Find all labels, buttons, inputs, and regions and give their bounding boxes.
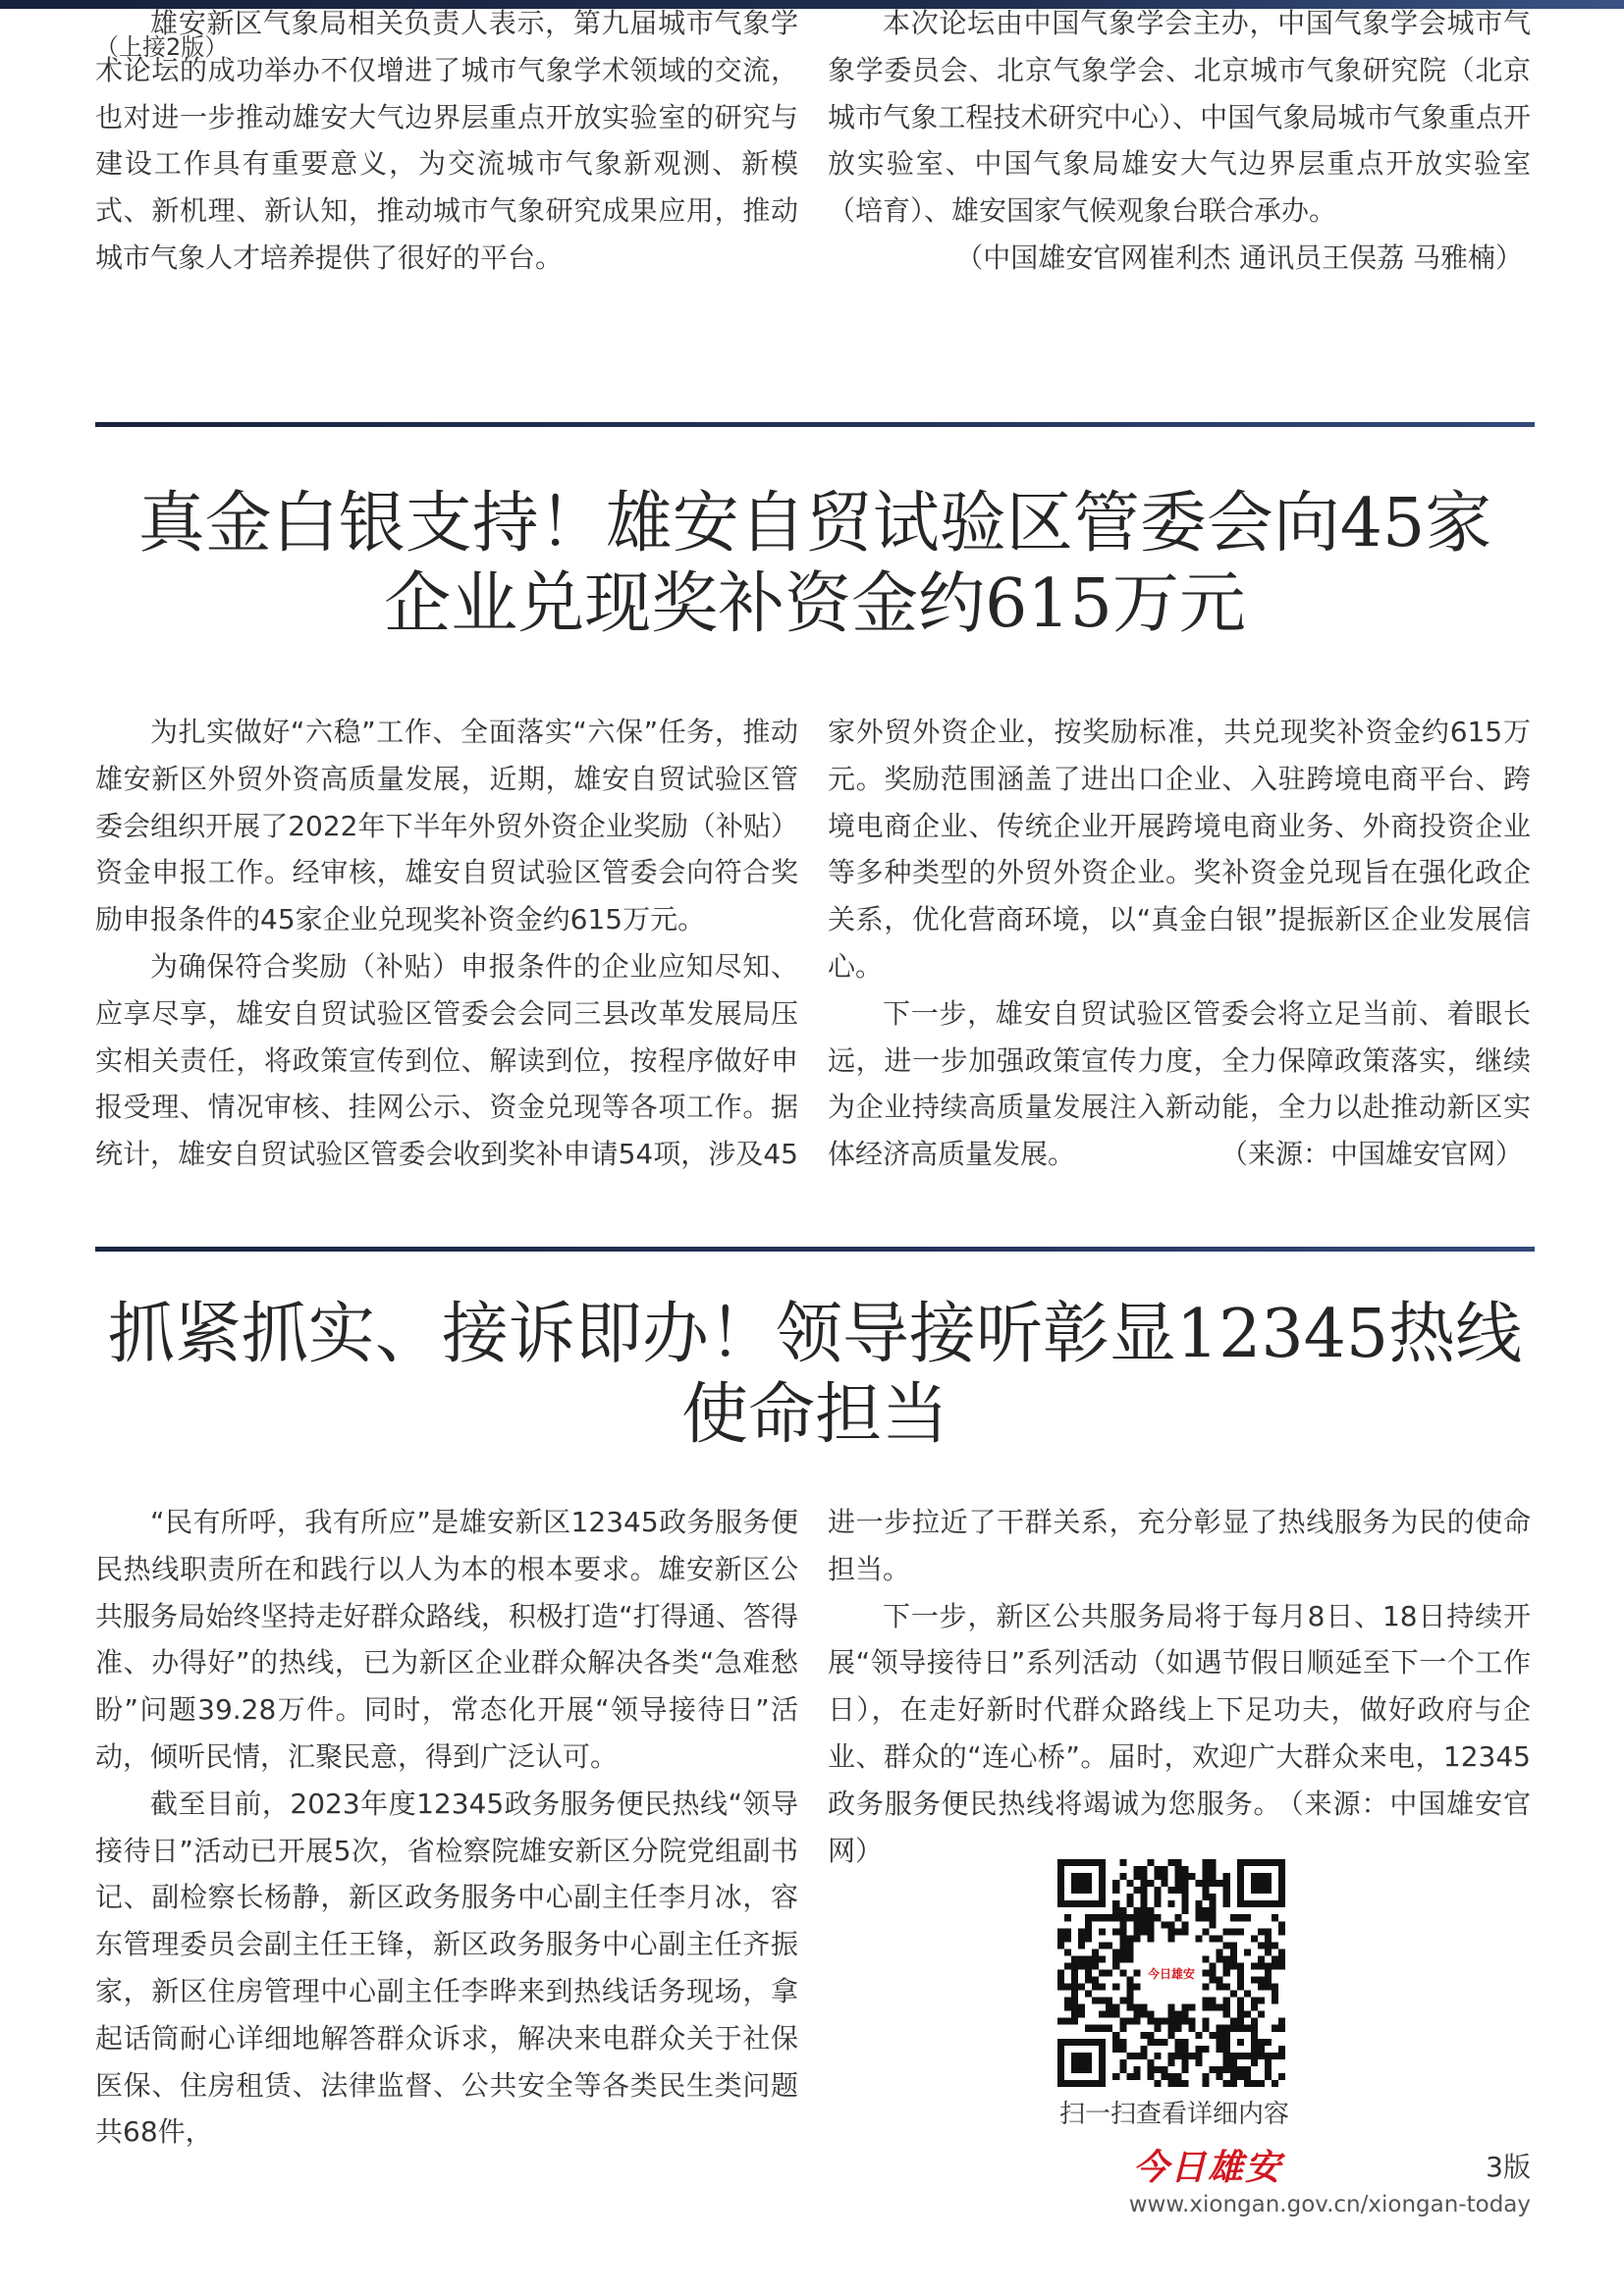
paragraph: “民有所呼，我有所应”是雄安新区12345政务服务便民热线职责所在和践行以人为本的根本要求。雄安新区公共服务局始终坚持走好群众路线，积极打造“打得通、答得准、办得好”的热线，已为新区企业群众解决各类“急难愁盼”问题39.28万件。同时，常态化开展“领导接待日”活动，倾听民情，汇聚民意，得到广泛认可。: [95, 1506, 798, 1773]
trade-article-headline: [95, 484, 1535, 645]
paragraph: 为扎实做好“六稳”工作、全面落实“六保”任务，推动雄安新区外贸外资高质量发展，近期，雄安自贸试验区管委会组织开展了2022年下半年外贸外资企业奖励（补贴）资金申报工作。经审核，雄安自贸试验区管委会向符合奖励申报条件的45家企业兑现奖补资金约615万元。: [95, 716, 798, 936]
newspaper-logo: 今日雄安: [1133, 2147, 1283, 2188]
hotline-article-headline: [95, 1295, 1535, 1456]
hotline-article-right-column: [828, 1499, 1531, 1874]
trade-article-right-column: [828, 709, 1531, 1178]
paragraph: 雄安新区气象局相关负责人表示，第九届城市气象学术论坛的成功举办不仅增进了城市气象学术领域的交流，也对进一步推动雄安大气边界层重点开放实验室的研究与建设工作具有重要意义，为交流城市气象新观测、新模式、新机理、新认知，推动城市气象研究成果应用，推动城市气象人才培养提供了很好的平台。: [95, 7, 798, 274]
headline-line: 使命担当: [680, 1376, 948, 1454]
continued-from-note: （上接2版）: [95, 33, 229, 61]
paragraph: 本次论坛由中国气象学会主办，中国气象学会城市气象学委员会、北京气象学会、北京城市气象研究院（北京城市气象工程技术研究中心）、中国气象局城市气象重点开放实验室、中国气象局雄安大气边界层重点开放实验室（培育）、雄安国家气候观象台联合承办。: [828, 7, 1531, 228]
headline-line: 企业兑现奖补资金约615万元: [384, 565, 1246, 643]
headline-line: 真金白银支持！雄安自贸试验区管委会向45家: [137, 485, 1492, 562]
qr-alignment-center: [1237, 2039, 1244, 2046]
paragraph: [828, 1593, 1531, 1875]
weather-article-right-column: [828, 0, 1531, 282]
qr-finder-center: [1071, 1873, 1092, 1894]
paragraph: 截至目前，2023年度12345政务服务便民热线“领导接待日”活动已开展5次，省检察院雄安新区分院党组副书记、副检察长杨静，新区政务服务中心副主任李月冰，容东管理委员会副主任王锋，新区政务服务中心副主任齐振家，新区住房管理中心副主任李晔来到热线话务现场，拿起话筒耐心详细地解答群众诉求，解决来电群众关于社保医保、住房租赁、法律监督、公共安全等各类民生类问题共68件，: [95, 1787, 798, 2149]
byline: （中国雄安官网崔利杰 通讯员王俣荔 马雅楠）: [955, 240, 1523, 274]
qr-code: [1057, 1859, 1285, 2087]
qr-finder-center: [1071, 2053, 1092, 2073]
paragraph: [828, 990, 1531, 1178]
paragraph-continued: 家外贸外资企业，按奖励标准，共兑现奖补资金约615万元。奖励范围涵盖了进出口企业、入驻跨境电商平台、跨境电商企业、传统企业开展跨境电商业务、外商投资企业等多种类型的外贸外资企业。奖补资金兑现旨在强化政企关系，优化营商环境，以“真金白银”提振新区企业发展信心。: [828, 716, 1531, 983]
qr-finder-center: [1251, 1873, 1272, 1894]
weather-article-left-column: [95, 0, 798, 282]
qr-center-logo: 今日雄安: [1142, 1944, 1201, 2002]
paragraph-text: 下一步，雄安自贸试验区管委会将立足当前、着眼长远，进一步加强政策宣传力度，全力保障政策落实，继续为企业持续高质量发展注入新动能，全力以赴推动新区实体经济高质量发展。: [828, 996, 1531, 1171]
paragraph: 为确保符合奖励（补贴）申报条件的企业应知尽知、应享尽享，雄安自贸试验区管委会会同三县改革发展局压实相关责任，将政策宣传到位、解读到位，按程序做好申报受理、情况审核、挂网公示、资金兑现等各项工作。据统计，雄安自贸试验区管委会收到奖补申请54项，涉及45: [95, 949, 798, 1171]
section-divider: [95, 422, 1535, 427]
page-number: 3版: [1486, 2151, 1531, 2183]
hotline-article-left-column: [95, 1499, 798, 2156]
paragraph-text: 下一步，新区公共服务局将于每月8日、18日持续开展“领导接待日”系列活动（如遇节假日顺延至下一个工作日），在走好新时代群众路线上下足功夫，做好政府与企业、群众的“连心桥”。届时，欢迎广大群众来电，12345政务服务便民热线将竭诚为您服务。: [828, 1599, 1531, 1820]
source-credit: （来源：中国雄安官网）: [828, 1787, 1531, 1867]
qr-caption: 扫一扫查看详细内容: [1058, 2100, 1289, 2129]
trade-article-left-column: [95, 709, 798, 1178]
paragraph-continued: 进一步拉近了干群关系，充分彰显了热线服务为民的使命担当。: [828, 1506, 1531, 1585]
website-url: www.xiongan.gov.cn/xiongan-today: [1128, 2192, 1531, 2217]
headline-line: 抓紧抓实、接诉即办！领导接听彰显12345热线: [107, 1296, 1523, 1373]
section-divider: [95, 1247, 1535, 1252]
source-credit: （来源：中国雄安官网）: [1219, 1138, 1523, 1171]
